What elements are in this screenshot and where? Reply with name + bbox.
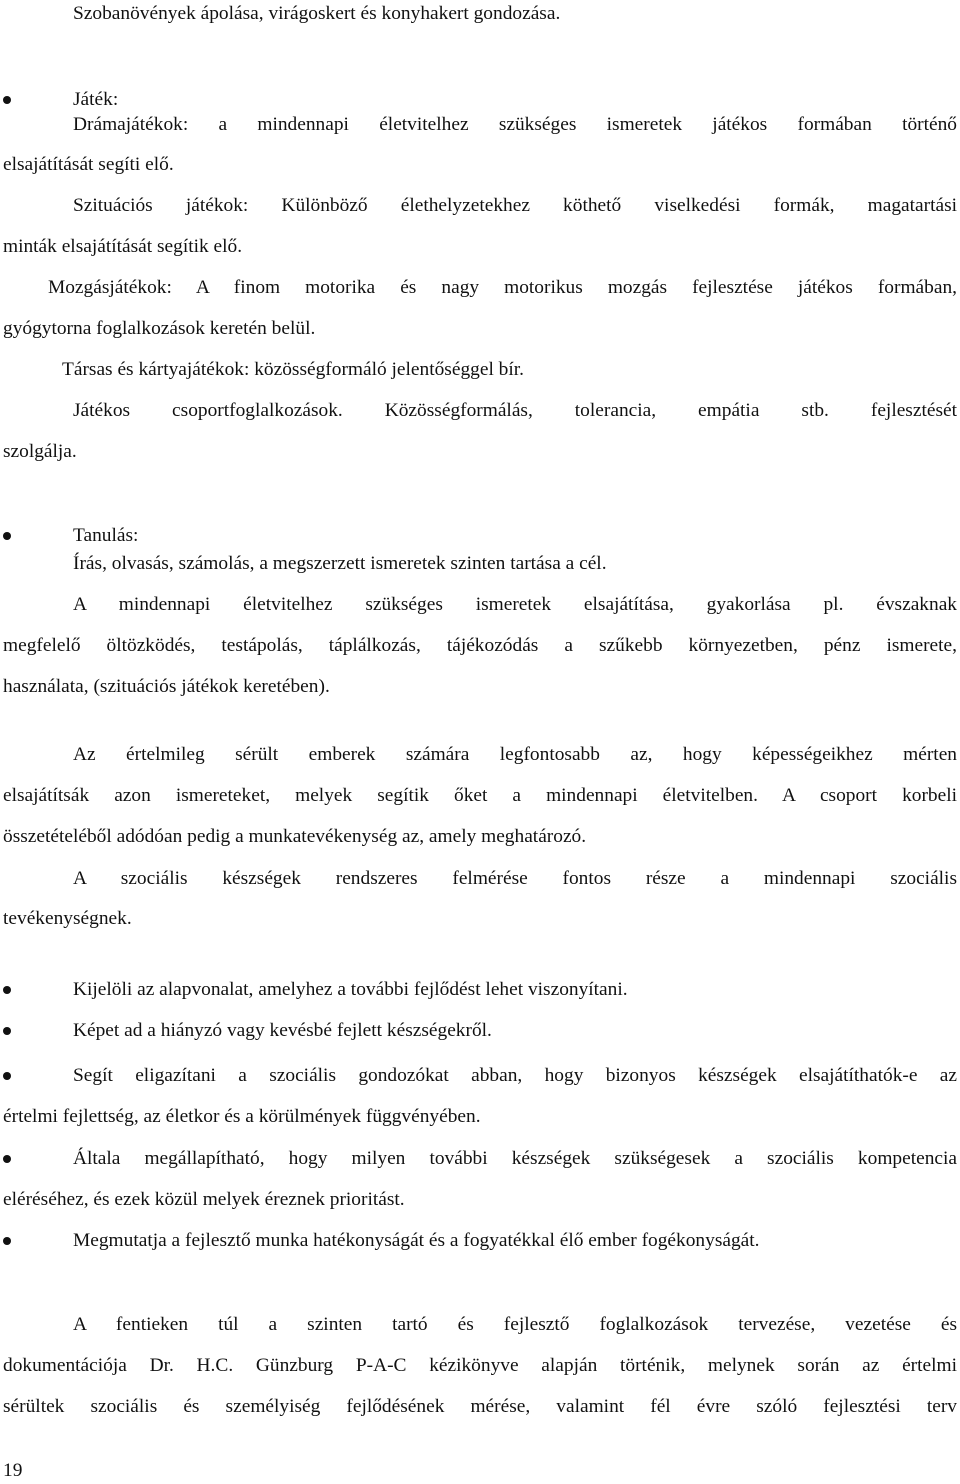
bullet-icon xyxy=(3,96,11,104)
games-heading: Játék: xyxy=(73,89,119,110)
learning-line: A mindennapi életvitelhez szükséges ismeretek elsajátítása, gyakorlása pl. évszaknak xyxy=(73,594,957,615)
list-item: eléréséhez, és ezek közül melyek éreznek prioritást. xyxy=(3,1189,405,1210)
games-movement-line: gyógytorna foglalkozások keretén belül. xyxy=(3,318,316,339)
bullet-icon xyxy=(3,532,11,540)
learning-heading: Tanulás: xyxy=(73,525,139,546)
learning-line: Írás, olvasás, számolás, a megszerzett ismeretek szinten tartása a cél. xyxy=(73,553,607,574)
bullet-icon xyxy=(3,1237,11,1245)
paragraph-line: A szociális készségek rendszeres felmérése fontos része a mindennapi szociális xyxy=(73,868,957,889)
paragraph-line: elsajátítsák azon ismereteket, melyek segítik őket a mindennapi életvitelben. A csoport korbeli xyxy=(3,785,957,806)
games-social-line: Társas és kártyajátékok: közösségformáló jelentőséggel bír. xyxy=(62,359,524,380)
page-number: 19 xyxy=(3,1460,23,1481)
games-situation-line: Szituációs játékok: Különböző élethelyzetekhez köthető viselkedési formák, magatartási xyxy=(73,195,957,216)
list-item: Kijelöli az alapvonalat, amelyhez a további fejlődést lehet viszonyítani. xyxy=(73,979,628,1000)
paragraph-line: tevékenységnek. xyxy=(3,908,132,929)
games-group-line: Játékos csoportfoglalkozások. Közösségformálás, tolerancia, empátia stb. fejlesztését xyxy=(73,400,957,421)
bullet-icon xyxy=(3,1155,11,1163)
learning-line: használata, (szituációs játékok keretében). xyxy=(3,676,330,697)
learning-line: megfelelő öltözködés, testápolás, táplálkozás, tájékozódás a szűkebb környezetben, pénz ismerete, xyxy=(3,635,957,656)
games-drama-line: Drámajátékok: a mindennapi életvitelhez szükséges ismeretek játékos formában történő xyxy=(73,114,957,135)
list-item: Megmutatja a fejlesztő munka hatékonyságát és a fogyatékkal élő ember fogékonyságát. xyxy=(73,1230,760,1251)
list-item: értelmi fejlettség, az életkor és a körülmények függvényében. xyxy=(3,1106,481,1127)
paragraph-line: A fentieken túl a szinten tartó és fejlesztő foglalkozások tervezése, vezetése és xyxy=(73,1314,957,1335)
intro-line: Szobanövények ápolása, virágoskert és konyhakert gondozása. xyxy=(73,3,561,24)
games-situation-line: minták elsajátítását segítik elő. xyxy=(3,236,243,257)
bullet-icon xyxy=(3,1072,11,1080)
list-item: Segít eligazítani a szociális gondozókat abban, hogy bizonyos készségek elsajátíthatók-e az xyxy=(73,1065,957,1086)
games-movement-line: Mozgásjátékok: A finom motorika és nagy motorikus mozgás fejlesztése játékos formában, xyxy=(48,277,957,298)
paragraph-line: összetételéből adódóan pedig a munkatevékenység az, amely meghatározó. xyxy=(3,826,587,847)
paragraph-line: dokumentációja Dr. H.C. Günzburg P-A-C kézikönyve alapján történik, melynek során az értelmi xyxy=(3,1355,957,1376)
list-item: Képet ad a hiányzó vagy kevésbé fejlett készségekről. xyxy=(73,1020,492,1041)
bullet-icon xyxy=(3,986,11,994)
list-item: Általa megállapítható, hogy milyen további készségek szükségesek a szociális kompetencia xyxy=(73,1148,957,1169)
games-group-line: szolgálja. xyxy=(3,441,77,462)
games-drama-line: elsajátítását segíti elő. xyxy=(3,154,174,175)
bullet-icon xyxy=(3,1027,11,1035)
paragraph-line: Az értelmileg sérült emberek számára legfontosabb az, hogy képességeikhez mérten xyxy=(73,744,957,765)
paragraph-line: sérültek szociális és személyiség fejlődésének mérése, valamint fél évre szóló fejlesztési terv xyxy=(3,1396,957,1417)
